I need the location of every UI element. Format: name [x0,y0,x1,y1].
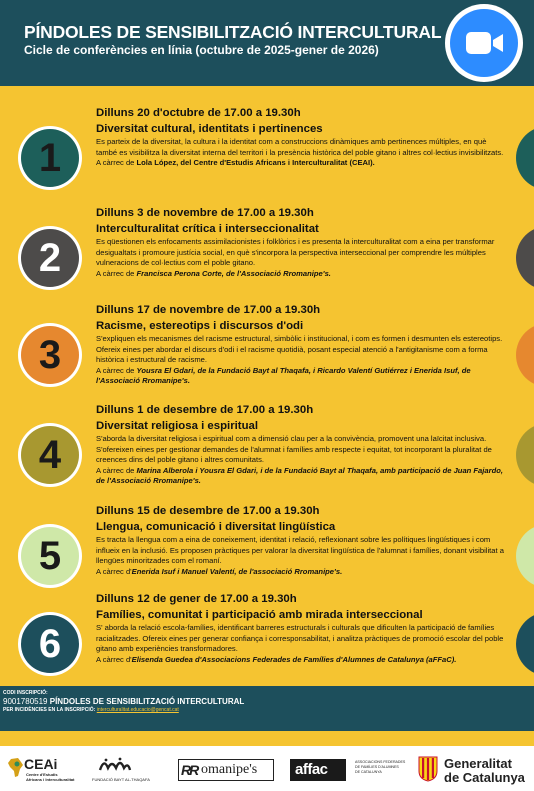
ceai-logo [8,756,75,788]
session-topic: Interculturalitat crítica i interseccionalitat [96,223,319,235]
decorative-circle [516,126,534,190]
speaker-name: Francisca Perona Corte, de l'Associació Rromanipe's. [136,268,331,278]
calligraphy-emblem-icon [98,756,132,774]
generalitat-logo [418,754,530,786]
session-date: Dilluns 12 de gener de 17.00 a 19.30h [96,593,297,605]
speaker-name: Yousra El Gdari, de la Fundació Bayt al Thaqafa, i Ricardo Valentí Gutiérrez i Enerida Isuf, de l'Associació Rromanipe's. [96,365,471,386]
session-content [96,206,508,279]
decorative-circle [516,524,534,588]
session-content [96,106,508,169]
session-description: S'expliquen els mecanismes del racisme estructural, simbòlic i institucional, i com es formen i desmunten els estereotips. Ofereix eines per abordar el discurs d'odi i el racisme quotidià, posant especial atenció a l'antigitanisme com a forma històrica i estructural de racisme. [96,334,503,365]
bayt-al-thaqafa-logo [92,756,152,786]
rromanipes-logo [178,759,274,781]
zoom-badge [450,9,518,77]
program-name: PÍNDOLES DE SENSIBILITZACIÓ INTERCULTURAL [49,697,245,706]
video-camera-icon [466,31,504,55]
session-speaker: A càrrec de Francisca Perona Corte, de l'Associació Rromanipe's. [96,268,331,278]
session-content [96,403,508,487]
header [0,0,534,86]
rromanipes-wordmark: omanipe's [201,762,258,777]
generalitat-text-2: de Catalunya [444,770,525,785]
decorative-circle [516,226,534,290]
session-topic: Racisme, estereotips i discursos d'odi [96,320,304,332]
registration-info [0,686,534,731]
session-topic: Llengua, comunicació i diversitat lingüística [96,521,336,533]
speaker-name: Marina Alberola i Yousra El Gdari, i de la Fundació Bayt al Thaqafa, amb participació de Juan Fajardo, de l'Associació Rromanipe's. [96,465,503,486]
affac-logo [290,759,346,781]
session-number: 3 [38,333,62,377]
session-speaker: A càrrec d'Elisenda Guedea d'Associacions Federades de Famílies d'Alumnes de Catalunya (aFFaC). [96,654,457,664]
session-speaker: A càrrec de Yousra El Gdari, de la Fundació Bayt al Thaqafa, i Ricardo Valentí Gutiérrez i Enerida Isuf, de l'Associació Rromanipe's. [96,365,471,386]
speaker-name: Elisenda Guedea d'Associacions Federades de Famílies d'Alumnes de Catalunya (aFFaC). [131,654,457,664]
session-content [96,303,508,387]
speaker-name: Enerida Isuf i Manuel Valentí, de l'associació Rromanipe's. [131,566,343,576]
session-date: Dilluns 17 de novembre de 17.00 a 19.30h [96,304,321,316]
page-title: PÍNDOLES DE SENSIBILITZACIÓ INTERCULTURAL [24,22,442,42]
catalan-flag-shield-icon [418,756,438,782]
session-number: 5 [38,534,62,578]
session-topic: Diversitat religiosa i espiritual [96,420,259,432]
incidents-label: PER INCIDÈNCIES EN LA INSCRIPCIÓ: [3,707,96,713]
speaker-name: Lola López, del Centre d'Estudis Africans i Interculturalitat (CEAI). [136,158,375,168]
session-number-badge [18,323,82,387]
incidents-line [3,707,179,713]
session-number-badge [18,226,82,290]
session-topic: Famílies, comunitat i participació amb mirada interseccional [96,609,423,621]
session-description: Es tracta la llengua com a eina de coneixement, identitat i relació, reflexionant sobre les polítiques lingüístiques i com influeix en la inclusió. Es proposen pràctiques per valorar la diversitat lingüística de l'alumnat i famílies, donant visibilitat a llengües minoritzades com el romaní. [96,535,504,566]
partner-logos [0,746,534,791]
session-number-badge [18,612,82,676]
session-number-badge [18,524,82,588]
session-number: 1 [38,136,62,180]
affac-description: ASSOCIACIONS FEDERADES DE FAMÍLIES D'ALUMNES DE CATALUNYA [355,760,406,774]
rromanipes-initials: RR [181,762,198,778]
ceai-subtitle-2: Africans i Interculturalitat [26,777,75,782]
session-date: Dilluns 1 de desembre de 17.00 a 19.30h [96,404,314,416]
decorative-circle [516,423,534,487]
session-date: Dilluns 15 de desembre de 17.00 a 19.30h [96,505,320,517]
session-description: S' aborda la relació escola-famílies, identificant barreres estructurals i culturals que dificulten la participació de famílies racialitzades. Ofereix eines per generar confiança i corresponsabilitat, i analitza pràctiques de promoció escolar del poble gitano amb experiències transformadores. [96,623,504,654]
session-number: 4 [38,433,62,477]
session-content [96,504,508,577]
ceai-subtitle-1: Centre d'Estudis [26,772,58,777]
session-description: Es parteix de la diversitat, la cultura i la identitat com a construccions dinàmiques amb pertinences múltiples, en què també es visibilitza la diversitat interna del territori i la presència històrica del poble gitano i altres col·lectius invisibilitzats. [96,137,504,157]
session-description: S'aborda la diversitat religiosa i espiritual com a dimensió clau per a la convivència, promovent una laïcitat inclusiva. S'ofereixen eines per gestionar demandes de l'alumnat i famílies amb respecte i equitat, tot incorporant la pluralitat de creences dins del poble gitano i altres comunitats. [96,434,492,465]
generalitat-text-1: Generalitat [444,756,512,771]
bayt-al-thaqafa-text: FUNDACIÓ BAYT AL-THAQAFA [92,777,150,782]
session-number-badge [18,423,82,487]
session-speaker: A càrrec de Lola López, del Centre d'Estudis Africans i Interculturalitat (CEAI). [96,158,375,168]
registration-code-label: CODI INSCRIPCIÓ: [3,690,48,696]
registration-code-line [3,697,244,706]
affac-wordmark: affac [295,761,328,778]
africa-map-icon [8,758,24,778]
registration-code[interactable]: 9001780519 [3,697,48,706]
decorative-circle [516,612,534,676]
session-number: 6 [38,622,62,666]
session-date: Dilluns 20 d'octubre de 17.00 a 19.30h [96,107,301,119]
decorative-circle [516,323,534,387]
sessions-panel [0,86,534,746]
session-number: 2 [38,236,62,280]
session-date: Dilluns 3 de novembre de 17.00 a 19.30h [96,207,314,219]
ceai-wordmark: CEAi [24,756,58,772]
session-description: Es qüestionen els enfocaments assimilacionistes i folklòrics i es presenta la interculturalitat com a eina per transformar desigualtats i promoure justícia social, en què s'incorpora la perspectiva interseccional per comprendre les múltiples vulneracions de col·lectius com el poble gitano. [96,237,495,268]
session-speaker: A càrrec de Marina Alberola i Yousra El Gdari, i de la Fundació Bayt al Thaqafa, amb participació de Juan Fajardo, de l'Associació Rromanipe's. [96,465,503,486]
support-email-link[interactable]: interculturalitat.educacio@gencat.cat [96,707,179,713]
session-topic: Diversitat cultural, identitats i pertinences [96,123,323,135]
session-content [96,592,508,665]
session-speaker: A càrrec d'Enerida Isuf i Manuel Valentí, de l'associació Rromanipe's. [96,566,343,576]
page-subtitle: Cicle de conferències en línia (octubre de 2025-gener de 2026) [24,43,379,57]
zoom-logo [445,4,523,82]
session-number-badge [18,126,82,190]
